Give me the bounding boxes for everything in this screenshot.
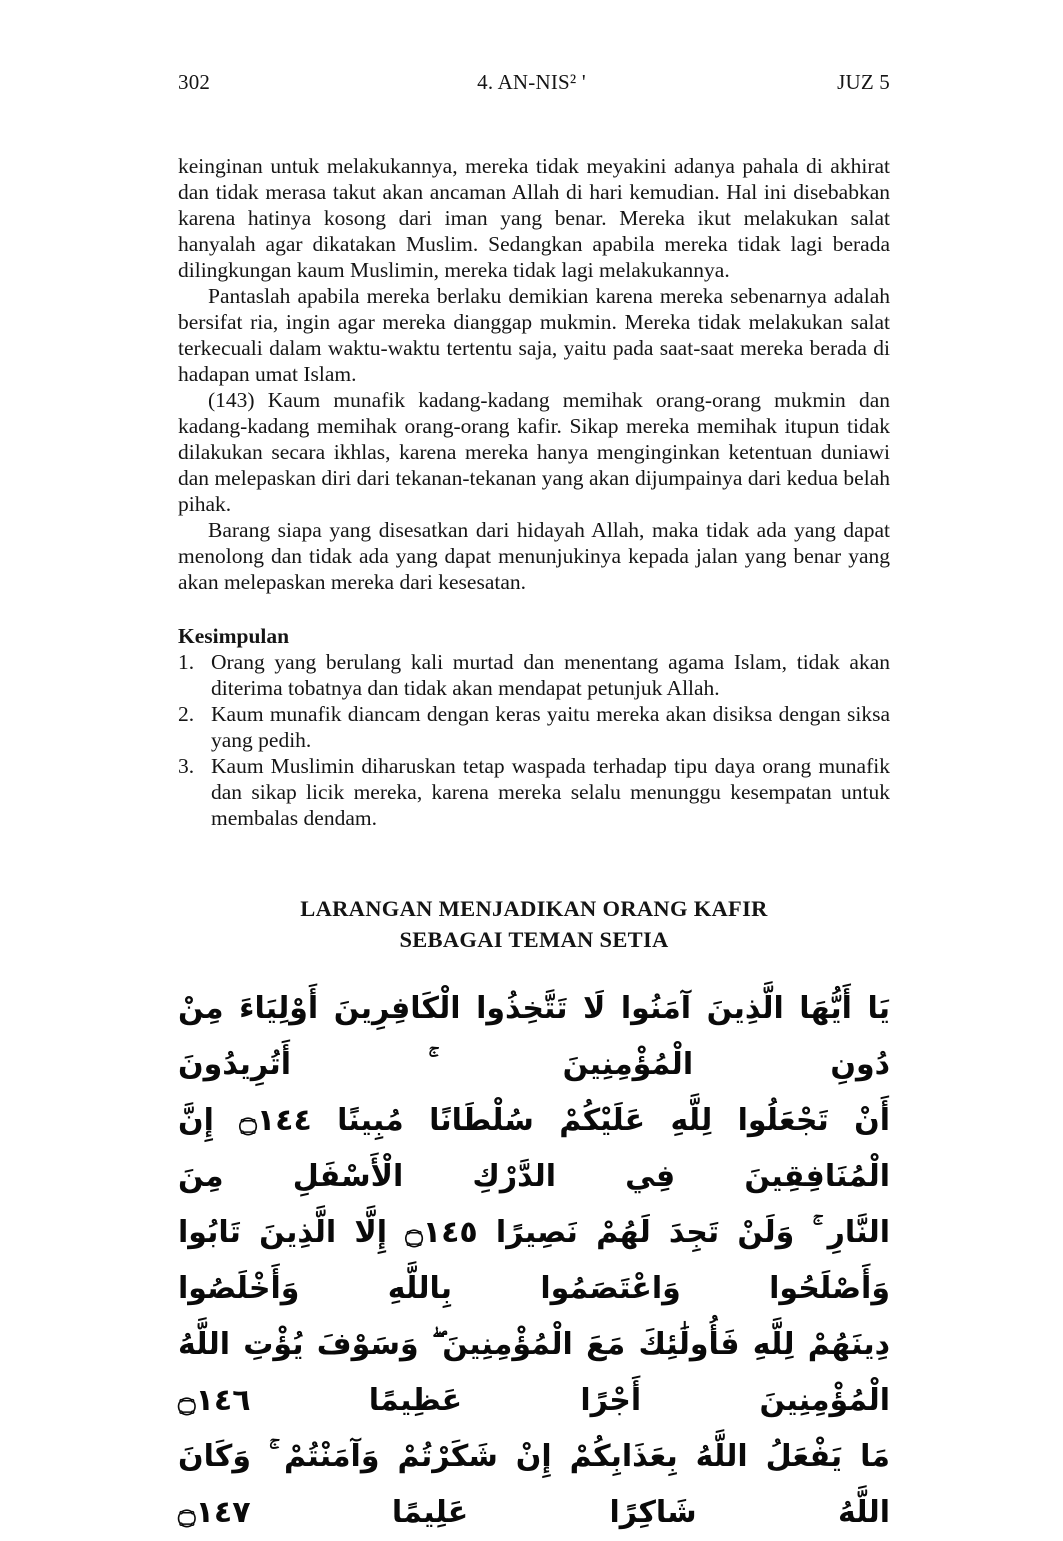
- juz-label: JUZ 5: [837, 70, 890, 94]
- kesimpulan-heading: Kesimpulan: [178, 624, 290, 648]
- list-text: Orang yang berulang kali murtad dan menentang agama Islam, tidak akan diterima tobatnya dan tidak akan mendapat petunjuk Allah.: [211, 650, 890, 700]
- section-heading: [178, 893, 890, 955]
- surah-title: 4. AN-NIS² ': [477, 70, 586, 94]
- section-heading-line2: SEBAGAI TEMAN SETIA: [399, 927, 669, 952]
- list-number: 3.: [178, 754, 195, 778]
- page-number: 302: [178, 70, 211, 94]
- page-body: [178, 153, 890, 1541]
- paragraph-continuation: keinginan untuk melakukannya, mereka tidak meyakini adanya pahala di akhirat dan tidak merasa takut akan ancaman Allah di hari kemudian. Hal ini disebabkan karena hatinya kosong dari iman yang benar. Mereka ikut melakukan salat hanyalah agar dikatakan Muslim. Sedangkan apabila mereka tidak lagi berada dilingkungan kaum Muslimin, mereka tidak lagi melakukannya.: [178, 154, 890, 282]
- list-text: Kaum Muslimin diharuskan tetap waspada terhadap tipu daya orang munafik dan sikap licik mereka, karena mereka selalu menunggu kesempatan untuk membalas dendam.: [211, 754, 890, 830]
- list-item: [178, 649, 890, 701]
- list-number: 1.: [178, 650, 195, 674]
- paragraph: Barang siapa yang disesatkan dari hidayah Allah, maka tidak ada yang dapat menolong dan tidak ada yang dapat menunjukinya kepada jalan yang benar yang akan melepaskan mereka dari kesesatan.: [178, 518, 890, 594]
- arabic-verse-line: دِينَهُمْ لِلَّهِ فَأُولَٰئِكَ مَعَ الْمُؤْمِنِينَ ۖ وَسَوْفَ يُؤْتِ اللَّهُ الْمُؤْمِنِينَ أَجْرًا عَظِيمًا ۝١٤٦: [178, 1327, 890, 1418]
- arabic-verse-line: النَّارِ ۚ وَلَنْ تَجِدَ لَهُمْ نَصِيرًا ۝١٤٥ إِلَّا الَّذِينَ تَابُوا وَأَصْلَحُوا وَاعْتَصَمُوا بِاللَّهِ وَأَخْلَصُوا: [178, 1215, 890, 1306]
- page-header: [178, 70, 890, 95]
- arabic-verse-line: مَا يَفْعَلُ اللَّهُ بِعَذَابِكُمْ إِنْ شَكَرْتُمْ وَآمَنْتُمْ ۚ وَكَانَ اللَّهُ شَاكِرًا عَلِيمًا ۝١٤٧: [178, 1439, 890, 1530]
- arabic-verse-line: يَا أَيُّهَا الَّذِينَ آمَنُوا لَا تَتَّخِذُوا الْكَافِرِينَ أَوْلِيَاءَ مِنْ دُونِ الْمُؤْمِنِينَ ۚ أَتُرِيدُونَ: [178, 991, 890, 1082]
- paragraph-verse-143-commentary: (143) Kaum munafik kadang-kadang memihak orang-orang mukmin dan kadang-kadang memihak orang-orang kafir. Sikap mereka memihak itupun tidak dilakukan secara ikhlas, karena mereka hanya menginginkan ketentuan duniawi dan melepaskan diri dari tekanan-tekanan yang akan dijumpainya dari kedua belah pihak.: [178, 388, 890, 516]
- list-item: [178, 753, 890, 831]
- section-heading-line1: LARANGAN MENJADIKAN ORANG KAFIR: [300, 896, 768, 921]
- arabic-verse-line: أَنْ تَجْعَلُوا لِلَّهِ عَلَيْكُمْ سُلْطَانًا مُبِينًا ۝١٤٤ إِنَّ الْمُنَافِقِينَ فِي الدَّرْكِ الْأَسْفَلِ مِنَ: [178, 1103, 891, 1194]
- paragraph: Pantaslah apabila mereka berlaku demikian karena mereka sebenarnya adalah bersifat ria, ingin agar mereka dianggap mukmin. Mereka tidak melakukan salat terkecuali dalam waktu-waktu tertentu saja, yaitu pada saat-saat mereka berada di hadapan umat Islam.: [178, 284, 890, 386]
- list-item: [178, 701, 890, 753]
- list-number: 2.: [178, 702, 195, 726]
- list-text: Kaum munafik diancam dengan keras yaitu mereka akan disiksa dengan siksa yang pedih.: [211, 702, 890, 752]
- quran-arabic-verses-144-147: [178, 981, 890, 1541]
